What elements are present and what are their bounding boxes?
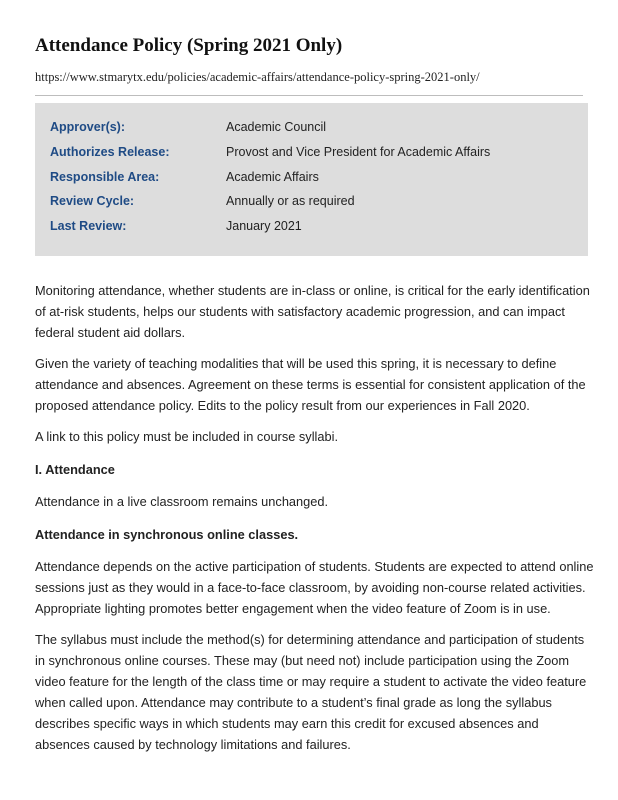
section-heading-attendance: I. Attendance <box>35 462 115 477</box>
meta-value: Academic Council <box>226 120 327 134</box>
page-url: https://www.stmarytx.edu/policies/academic-affairs/attendance-policy-spring-2021-only/ <box>35 70 480 84</box>
policy-metadata-box <box>35 103 588 256</box>
meta-label: Authorizes Release: <box>50 145 170 159</box>
paragraph-live-classroom: Attendance in a live classroom remains unchanged. <box>35 494 329 509</box>
meta-label: Review Cycle: <box>50 194 135 208</box>
meta-label: Responsible Area: <box>50 170 160 184</box>
paragraph-active-participation: Attendance depends on the active participation of students. Students are expected to attend online sessions just as they would in a face-to-face classroom, by avoiding non-course related activities. Appropriate lighting promotes better engagement when the video feature of Zoom is in use. <box>35 559 594 616</box>
meta-value: Provost and Vice President for Academic Affairs <box>226 145 491 159</box>
paragraph-syllabus-method: The syllabus must include the method(s) for determining attendance and participation of students in synchronous online courses. These may (but need not) include participation using the Zoom video feature for the length of the class time or may require a student to activate the video feature when called upon. Attendance may contribute to a student’s final grade as long the syllabus describes specific ways in which students may earn this credit for excused absences and absences caused by technology limitations and failures. <box>35 632 587 752</box>
meta-value: Academic Affairs <box>226 170 319 184</box>
paragraph-modalities: Given the variety of teaching modalities that will be used this spring, it is necessary to define attendance and absences. Agreement on these terms is essential for consistent application of the proposed attendance policy. Edits to the policy result from our experiences in Fall 2020. <box>35 356 586 413</box>
subheading-synchronous-online: Attendance in synchronous online classes. <box>35 527 299 542</box>
meta-label: Approver(s): <box>50 120 126 134</box>
paragraph-intro: Monitoring attendance, whether students are in-class or online, is critical for the early identification of at-risk students, helps our students with satisfactory academic progression, and can impact federal student aid dollars. <box>35 283 590 340</box>
page-title: Attendance Policy (Spring 2021 Only) <box>35 35 343 56</box>
meta-value: Annually or as required <box>226 194 355 208</box>
meta-label: Last Review: <box>50 219 127 233</box>
divider <box>35 95 583 96</box>
meta-value: January 2021 <box>226 219 302 233</box>
paragraph-syllabus-link: A link to this policy must be included in course syllabi. <box>35 429 339 444</box>
